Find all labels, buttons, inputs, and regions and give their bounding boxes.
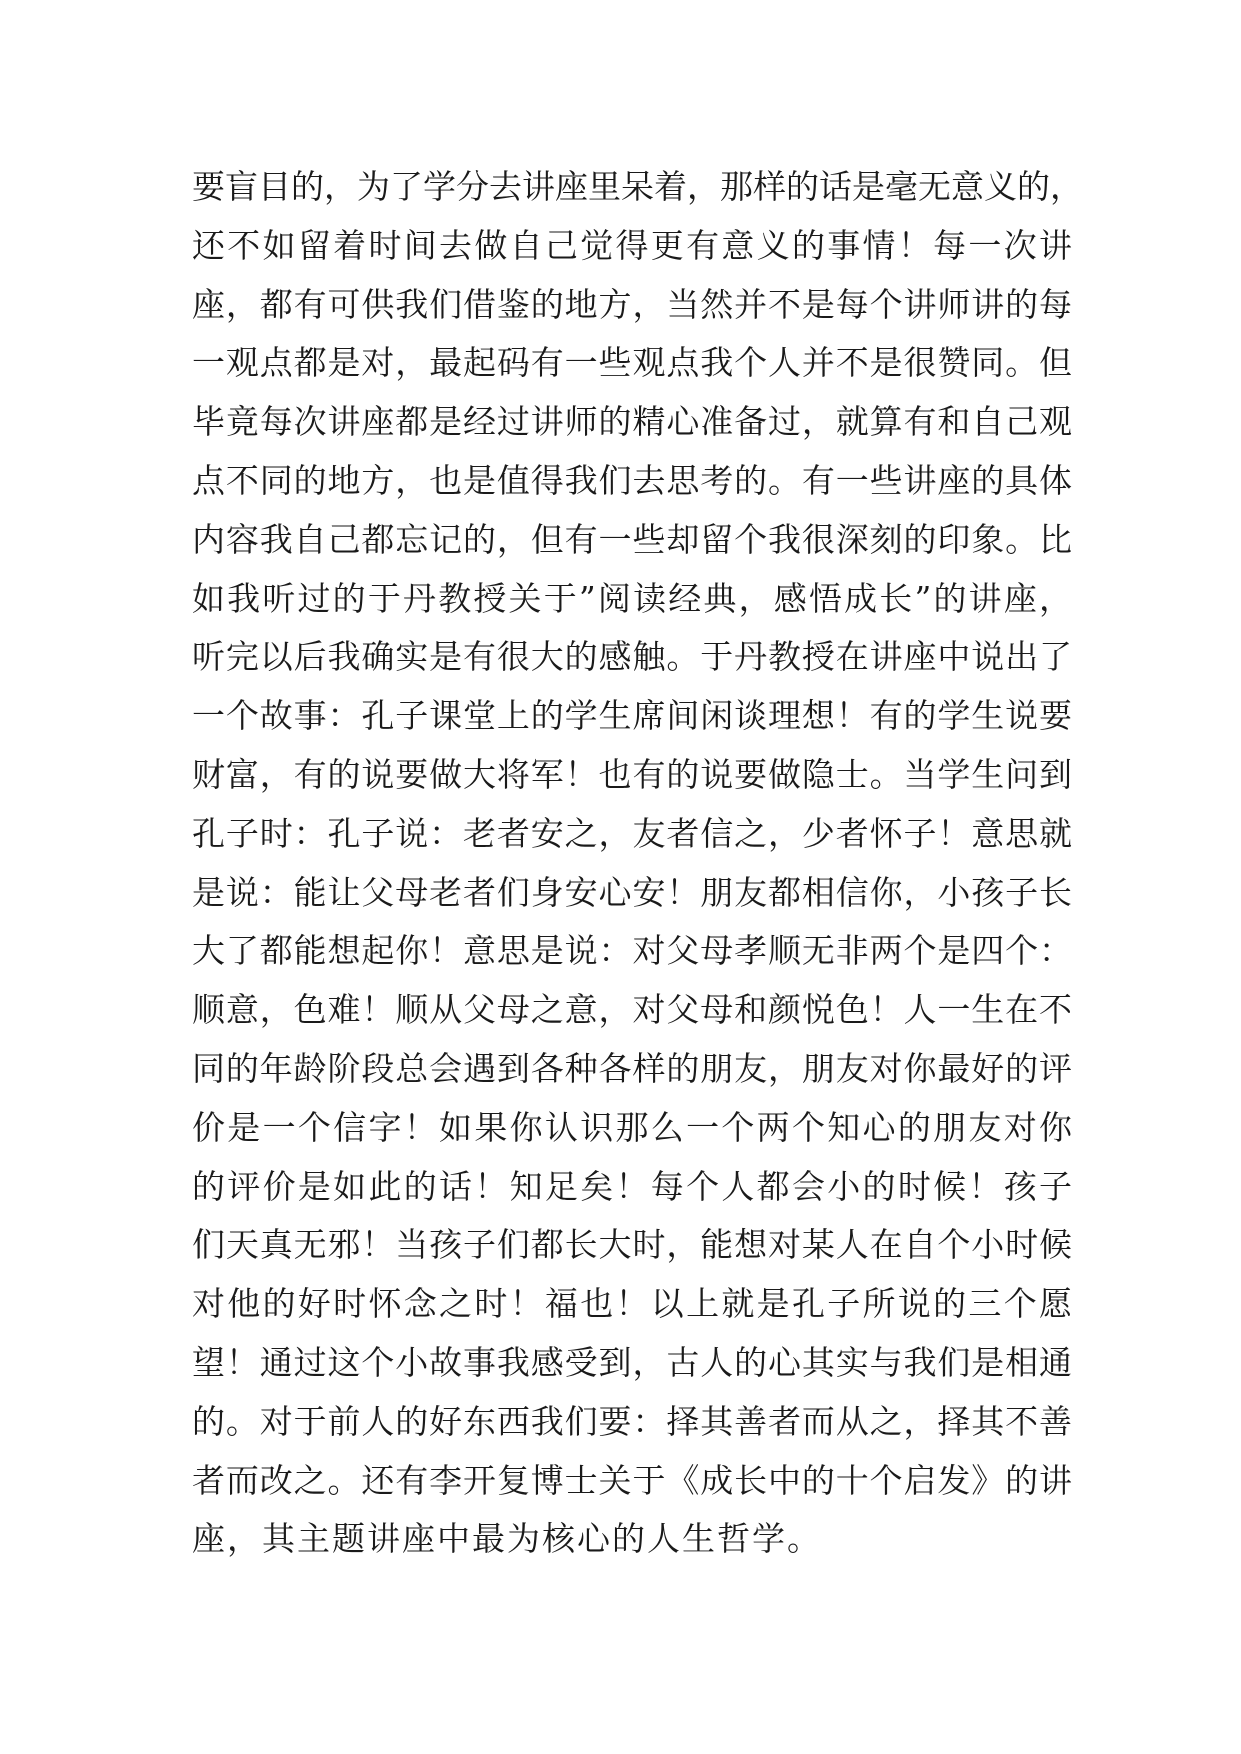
text-line: 点不同的地方，也是值得我们去思考的。有一些讲座的具体 bbox=[192, 460, 1072, 500]
text-line: 价是一个信字！如果你认识那么一个两个知心的朋友对你 bbox=[192, 1107, 1072, 1147]
text-line: 望！通过这个小故事我感受到，古人的心其实与我们是相通 bbox=[192, 1342, 1072, 1382]
text-line: 如我听过的于丹教授关于”阅读经典，感悟成长”的讲座， bbox=[192, 578, 1072, 618]
text-line: 座，都有可供我们借鉴的地方，当然并不是每个讲师讲的每 bbox=[192, 284, 1072, 324]
text-line-last: 座，其主题讲座中最为核心的人生哲学。 bbox=[192, 1519, 822, 1559]
text-line: 一个故事：孔子课堂上的学生席间闲谈理想！有的学生说要 bbox=[192, 696, 1072, 736]
text-line: 大了都能想起你！意思是说：对父母孝顺无非两个是四个： bbox=[192, 931, 1072, 971]
text-line: 顺意，色难！顺从父母之意，对父母和颜悦色！人一生在不 bbox=[192, 990, 1072, 1030]
text-line: 同的年龄阶段总会遇到各种各样的朋友，朋友对你最好的评 bbox=[192, 1048, 1072, 1088]
text-line: 听完以后我确实是有很大的感触。于丹教授在讲座中说出了 bbox=[192, 637, 1072, 677]
text-line: 内容我自己都忘记的，但有一些却留个我很深刻的印象。比 bbox=[192, 519, 1072, 559]
text-line: 对他的好时怀念之时！福也！以上就是孔子所说的三个愿 bbox=[192, 1284, 1072, 1324]
text-line: 们天真无邪！当孩子们都长大时，能想对某人在自个小时候 bbox=[192, 1225, 1072, 1265]
body-paragraph bbox=[192, 158, 1083, 1569]
text-line: 要盲目的，为了学分去讲座里呆着，那样的话是毫无意义的， bbox=[192, 167, 1083, 206]
text-line: 财富，有的说要做大将军！也有的说要做隐士。当学生问到 bbox=[192, 754, 1072, 794]
text-line: 毕竟每次讲座都是经过讲师的精心准备过，就算有和自己观 bbox=[192, 402, 1072, 442]
text-line: 还不如留着时间去做自己觉得更有意义的事情！每一次讲 bbox=[192, 225, 1072, 265]
text-line: 的评价是如此的话！知足矣！每个人都会小的时候！孩子 bbox=[192, 1166, 1072, 1206]
text-line: 是说：能让父母老者们身安心安！朋友都相信你，小孩子长 bbox=[192, 872, 1072, 912]
text-line: 孔子时：孔子说：老者安之，友者信之，少者怀子！意思就 bbox=[192, 813, 1072, 853]
text-line: 者而改之。还有李开复博士关于《成长中的十个启发》的讲 bbox=[192, 1460, 1072, 1500]
text-line: 的。对于前人的好东西我们要：择其善者而从之，择其不善 bbox=[192, 1401, 1072, 1441]
text-line: 一观点都是对，最起码有一些观点我个人并不是很赞同。但 bbox=[192, 343, 1072, 383]
